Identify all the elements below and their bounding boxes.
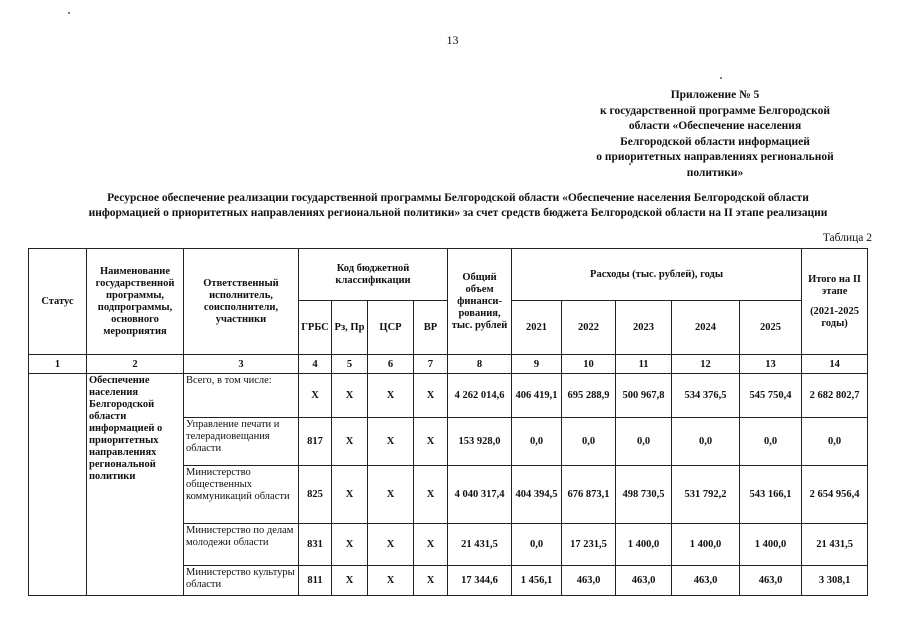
csr-cell: Х [368,374,414,418]
header-year-2025: 2025 [740,301,802,355]
status-cell [29,374,87,596]
header-year-2022: 2022 [562,301,616,355]
column-number: 11 [616,355,672,374]
rzpr-cell: Х [332,466,368,524]
column-number: 4 [299,355,332,374]
header-year-2023: 2023 [616,301,672,355]
year-2024-cell: 0,0 [672,418,740,466]
vr-cell: Х [414,566,448,596]
column-number: 5 [332,355,368,374]
column-number: 8 [448,355,512,374]
budget-table [28,248,868,596]
grbs-cell: 831 [299,524,332,566]
appendix-line: о приоритетных направлениях региональной [596,151,834,163]
year-2024-cell: 463,0 [672,566,740,596]
column-number: 7 [414,355,448,374]
header-stage-total-line1: Итого на II этапе [808,273,862,297]
executor-cell: Министерство общественных коммуникаций области [184,466,299,524]
column-number: 10 [562,355,616,374]
executor-cell: Всего, в том числе: [184,374,299,418]
year-2023-cell: 0,0 [616,418,672,466]
header-rzpr: Рз, Пр [332,301,368,355]
csr-cell: Х [368,418,414,466]
csr-cell: Х [368,466,414,524]
rzpr-cell: Х [332,418,368,466]
year-2021-cell: 1 456,1 [512,566,562,596]
scan-speck [720,77,722,79]
rzpr-cell: Х [332,566,368,596]
appendix-block [565,88,865,181]
column-number: 1 [29,355,87,374]
grbs-cell: 817 [299,418,332,466]
year-2022-cell: 17 231,5 [562,524,616,566]
header-stage-total-line2: (2021-2025 годы) [810,305,860,329]
year-2025-cell: 545 750,4 [740,374,802,418]
appendix-line: Белгородской области информацией [620,135,810,148]
header-year-2021: 2021 [512,301,562,355]
column-number: 2 [87,355,184,374]
header-responsible: Ответственный исполнитель, соисполнители, участники [184,249,299,355]
table-label: Таблица 2 [822,232,872,244]
document-title [28,191,888,221]
column-number: 6 [368,355,414,374]
year-2021-cell: 406 419,1 [512,374,562,418]
grbs-cell: Х [299,374,332,418]
document-title-line: информацией о приоритетных направлениях региональной политики» за счет средств бюджета Белгородской области на II этапе реализации [88,207,828,219]
appendix-line: политики» [686,166,744,179]
header-expenses: Расходы (тыс. рублей), годы [512,249,802,301]
header-total-volume: Общий объем финанси-рования, тыс. рублей [448,249,512,355]
total-cell: 153 928,0 [448,418,512,466]
vr-cell: Х [414,466,448,524]
year-2023-cell: 463,0 [616,566,672,596]
column-number: 13 [740,355,802,374]
stage-total-cell: 3 308,1 [802,566,868,596]
table-row [29,374,868,418]
year-2024-cell: 531 792,2 [672,466,740,524]
vr-cell: Х [414,524,448,566]
year-2022-cell: 676 873,1 [562,466,616,524]
year-2022-cell: 0,0 [562,418,616,466]
column-number: 12 [672,355,740,374]
header-status: Статус [29,249,87,355]
appendix-line: Приложение № 5 [670,89,760,101]
rzpr-cell: Х [332,374,368,418]
total-cell: 4 262 014,6 [448,374,512,418]
scan-speck [629,163,631,165]
column-numbers-row [29,355,868,374]
appendix-line: к государственной программе Белгородской [600,104,830,117]
grbs-cell: 811 [299,566,332,596]
total-cell: 21 431,5 [448,524,512,566]
year-2021-cell: 0,0 [512,524,562,566]
year-2025-cell: 463,0 [740,566,802,596]
page-number: 13 [446,33,459,47]
vr-cell: Х [414,374,448,418]
grbs-cell: 825 [299,466,332,524]
total-cell: 17 344,6 [448,566,512,596]
year-2025-cell: 1 400,0 [740,524,802,566]
program-name-cell: Обеспечение населения Белгородской области информацией о приоритетных направлениях региональной политики [87,374,184,596]
header-vr: ВР [414,301,448,355]
column-number: 9 [512,355,562,374]
scan-speck [68,12,70,14]
appendix-line: области «Обеспечение населения [628,120,802,132]
csr-cell: Х [368,524,414,566]
year-2024-cell: 534 376,5 [672,374,740,418]
stage-total-cell: 2 682 802,7 [802,374,868,418]
year-2023-cell: 498 730,5 [616,466,672,524]
total-cell: 4 040 317,4 [448,466,512,524]
stage-total-cell: 0,0 [802,418,868,466]
year-2023-cell: 500 967,8 [616,374,672,418]
executor-cell: Министерство по делам молодежи области [184,524,299,566]
document-title-line: Ресурсное обеспечение реализации государственной программы Белгородской области «Обеспечение населения Белгородской области [107,192,809,204]
header-year-2024: 2024 [672,301,740,355]
year-2025-cell: 543 166,1 [740,466,802,524]
year-2021-cell: 0,0 [512,418,562,466]
stage-total-cell: 2 654 956,4 [802,466,868,524]
rzpr-cell: Х [332,524,368,566]
year-2022-cell: 695 288,9 [562,374,616,418]
header-csr: ЦСР [368,301,414,355]
stage-total-cell: 21 431,5 [802,524,868,566]
header-grbs: ГРБС [299,301,332,355]
csr-cell: Х [368,566,414,596]
header-name: Наименование государственной программы, подпрограммы, основного мероприятия [87,249,184,355]
executor-cell: Управление печати и телерадиовещания области [184,418,299,466]
executor-cell: Министерство культуры области [184,566,299,596]
year-2024-cell: 1 400,0 [672,524,740,566]
header-stage-total [802,249,868,355]
year-2022-cell: 463,0 [562,566,616,596]
year-2025-cell: 0,0 [740,418,802,466]
vr-cell: Х [414,418,448,466]
column-number: 14 [802,355,868,374]
column-number: 3 [184,355,299,374]
year-2023-cell: 1 400,0 [616,524,672,566]
header-budget-code: Код бюджетной классификации [299,249,448,301]
year-2021-cell: 404 394,5 [512,466,562,524]
